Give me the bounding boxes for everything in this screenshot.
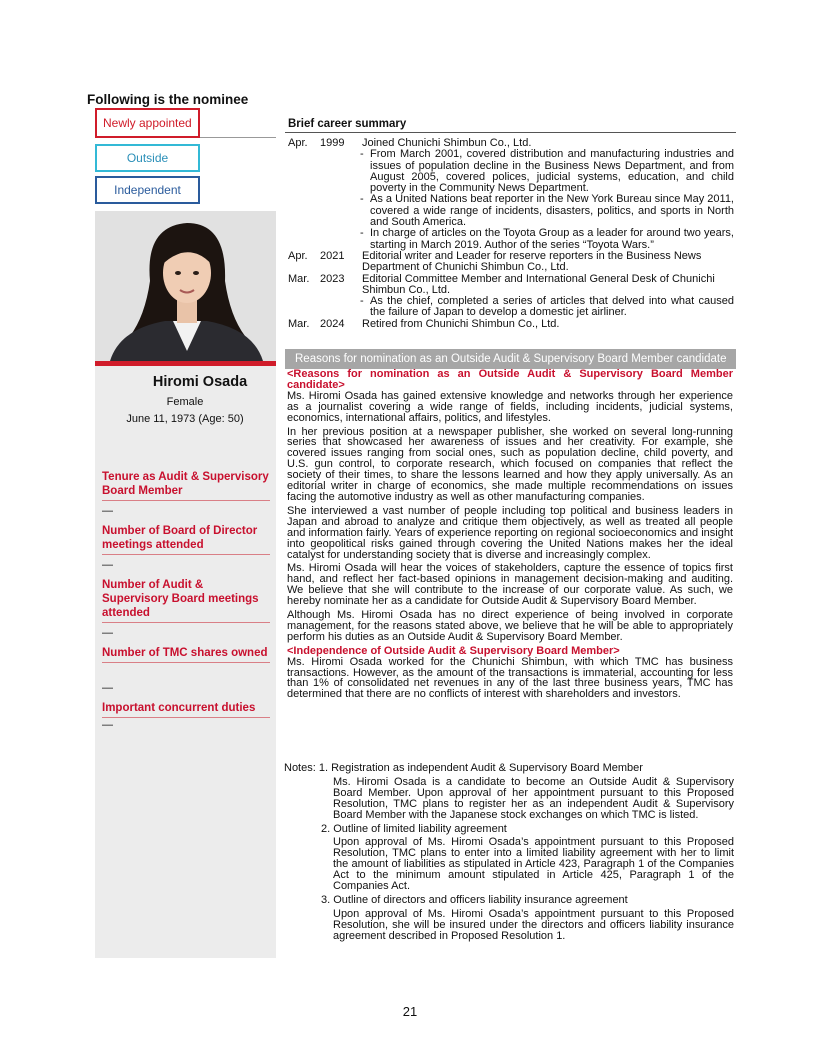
career-text: Retired from Chunichi Shimbun Co., Ltd. — [362, 317, 560, 330]
note-2-body: Upon approval of Ms. Hiromi Osada’s appointment pursuant to this Proposed Resolution, TMC plans to enter into a limited liability agreement with her to limit the amount of liabilities as stipulated in Article 423, Paragraph 1 of the Companies Act to the minimum amount stipulated in Article 425, Paragraph 1 of the Companies Act. — [333, 836, 734, 893]
note-3-title: 3. Outline of directors and officers liability insurance agreement — [321, 893, 628, 906]
reasons-paragraph: Although Ms. Hiromi Osada has no direct experience of being involved in corporate management, for the reasons stated above, we believe that he will be able to appropriately perform his duties as an Outside Audit & Supervisory Board Member. — [287, 609, 733, 643]
badge-newly-appointed: Newly appointed — [95, 108, 200, 138]
career-month: Mar. — [288, 272, 310, 285]
divider — [200, 137, 276, 138]
reasons-bar: Reasons for nomination as an Outside Audit & Supervisory Board Member candidate — [285, 349, 736, 369]
career-heading: Brief career summary — [288, 118, 407, 130]
career-sub-text: As a United Nations beat reporter in the New York Bureau since May 2011, covered a wide range of incidents, disasters, politics, and sports in North and South America. — [370, 193, 734, 229]
reasons-paragraph: Ms. Hiromi Osada will hear the voices of stakeholders, capture the essence of topics first hand, and reflect her fact-based opinions in management decision-making and auditing. We believe that she will contribute to the increase of our corporate value. As such, we hereby nominate her as a candidate for Outside Audit & Supervisory Board Member. — [287, 562, 733, 608]
career-sub: - As a United Nations beat reporter in the New York Bureau since May 2011, covered a wide range of incidents, disasters, politics, and sports in North and South America. — [360, 193, 734, 229]
career-sub: - As the chief, completed a series of articles that delved into what caused the failure of Japan to develop a domestic jet airliner. — [360, 295, 734, 319]
independence-heading: <Independence of Outside Audit & Supervisory Board Member> — [287, 644, 620, 657]
badge-independent: Independent — [95, 176, 200, 204]
reasons-paragraph: In her previous position at a newspaper publisher, she worked on several long-running series that showcased her awareness of issues and her creativity. For example, she covered issues ranging from social ones, such as population decline, child poverty, and U.S. gun control, to corporate research, which focused on companies that reflect the society of their times, to share the lessons learned and how they apply universally. As an editorial writer in charge of economics, she made multiple recommendations on issues facing the automotive industry as well as other manufacturing companies. — [287, 425, 733, 503]
stat-board-meetings-label: Number of Board of Director meetings attended — [102, 524, 270, 555]
reasons-paragraph: Ms. Hiromi Osada has gained extensive knowledge and networks through her experience as a journalist covering a wide range of fields, including incidents, judicial systems, economics, international affairs, politics, and lifestyles. — [287, 389, 733, 424]
nominee-photo — [95, 211, 276, 361]
career-text: Joined Chunichi Shimbun Co., Ltd. — [362, 137, 532, 149]
career-text: Editorial Committee Member and International General Desk of Chunichi Shimbun Co., Ltd. — [362, 272, 715, 296]
portrait-icon — [95, 211, 276, 361]
career-sub-text: As the chief, completed a series of articles that delved into what caused the failure of Japan to develop a domestic jet airliner. — [370, 295, 734, 319]
career-year: 2024 — [320, 317, 345, 330]
note-1-title: Notes: 1. Registration as independent Audit & Supervisory Board Member — [284, 762, 643, 774]
stat-tenure-value: — — [102, 505, 113, 517]
notes — [284, 763, 734, 945]
note-3-body: Upon approval of Ms. Hiromi Osada’s appointment pursuant to this Proposed Resolution, she will be insured under the directors and officers liability insurance agreement described in Proposed Resolution 1. — [333, 907, 734, 942]
stat-board-meetings-value: — — [102, 559, 113, 571]
career-rule — [285, 132, 736, 133]
badge-outside: Outside — [95, 144, 200, 172]
reasons-body — [287, 369, 733, 703]
reasons-heading: <Reasons for nomination as an Outside Audit & Supervisory Board Member candidate> — [287, 368, 733, 391]
career-sub-text: In charge of articles on the Toyota Group as a leader for around two years, starting in March 2019. Author of the series “Toyota Wars.” — [370, 227, 734, 251]
career-list — [288, 138, 734, 330]
stat-tenure-label: Tenure as Audit & Supervisory Board Member — [102, 470, 270, 501]
stat-audit-meetings-label: Number of Audit & Supervisory Board meetings attended — [102, 578, 270, 623]
career-year: 1999 — [320, 137, 345, 149]
career-month: Apr. — [288, 249, 308, 262]
career-sub-text: From March 2001, covered distribution and manufacturing industries and issues of population decline in the Business News Department, and from August 2005, covered polices, judicial systems, education, and child poverty in the Community News Department. — [370, 148, 734, 195]
career-year: 2023 — [320, 272, 345, 285]
career-entry — [288, 319, 734, 330]
stat-shares-label: Number of TMC shares owned — [102, 646, 270, 663]
independence-paragraph: Ms. Hiromi Osada worked for the Chunichi Shimbun, with which TMC has business transactions. However, as the amount of the transactions is immaterial, accounting for less than 1% of consolidated net revenues in any of the last three business years, TMC has determined that there are no conflicts of interest with shareholders and investors. — [287, 655, 733, 701]
nominee-name: Hiromi Osada — [152, 374, 248, 390]
stat-audit-meetings-value: — — [102, 627, 113, 639]
career-month: Mar. — [288, 317, 310, 330]
stat-duties-label: Important concurrent duties — [102, 701, 270, 718]
career-month: Apr. — [288, 137, 308, 149]
section-heading: Following is the nominee — [87, 92, 249, 107]
stat-duties-value: — — [102, 719, 113, 731]
career-sub: - In charge of articles on the Toyota Group as a leader for around two years, starting in March 2019. Author of the series “Toyota Wars.” — [360, 227, 734, 251]
career-year: 2021 — [320, 249, 345, 262]
page-number: 21 — [402, 1004, 418, 1019]
note-1-body: Ms. Hiromi Osada is a candidate to become an Outside Audit & Supervisory Board Member. Upon approval of her appointment pursuant to this Proposed Resolution, TMC plans to register her as an independent Audit & Supervisory Board Member with the Japanese stock exchanges on which TMC is listed. — [333, 775, 734, 821]
reasons-paragraph: She interviewed a vast number of people including top political and business leaders in Japan and abroad to analyze and critique them objectively, as well as treated all people and information fairly. Years of experience reporting on regional socioeconomics and insight into geopolitical risks gained through covering the United Nations makes her the ideal catalyst for understanding society that is diverse and increasingly complex. — [287, 504, 733, 561]
career-sub: - From March 2001, covered distribution and manufacturing industries and issues of population decline in the Business News Department, and from August 2005, covered polices, judicial systems, education, and child poverty in the Community News Department. — [360, 148, 734, 195]
stat-shares-value: — — [102, 682, 113, 694]
note-2-title: 2. Outline of limited liability agreement — [321, 822, 507, 835]
photo-accent-bar — [95, 361, 276, 366]
nominee-dob: June 11, 1973 (Age: 50) — [126, 413, 244, 425]
career-entry — [288, 251, 734, 274]
career-text: Editorial writer and Leader for reserve reporters in the Business News Department of Chunichi Shimbun Co., Ltd. — [362, 249, 702, 274]
nominee-gender: Female — [166, 396, 204, 408]
career-entry — [288, 274, 734, 297]
